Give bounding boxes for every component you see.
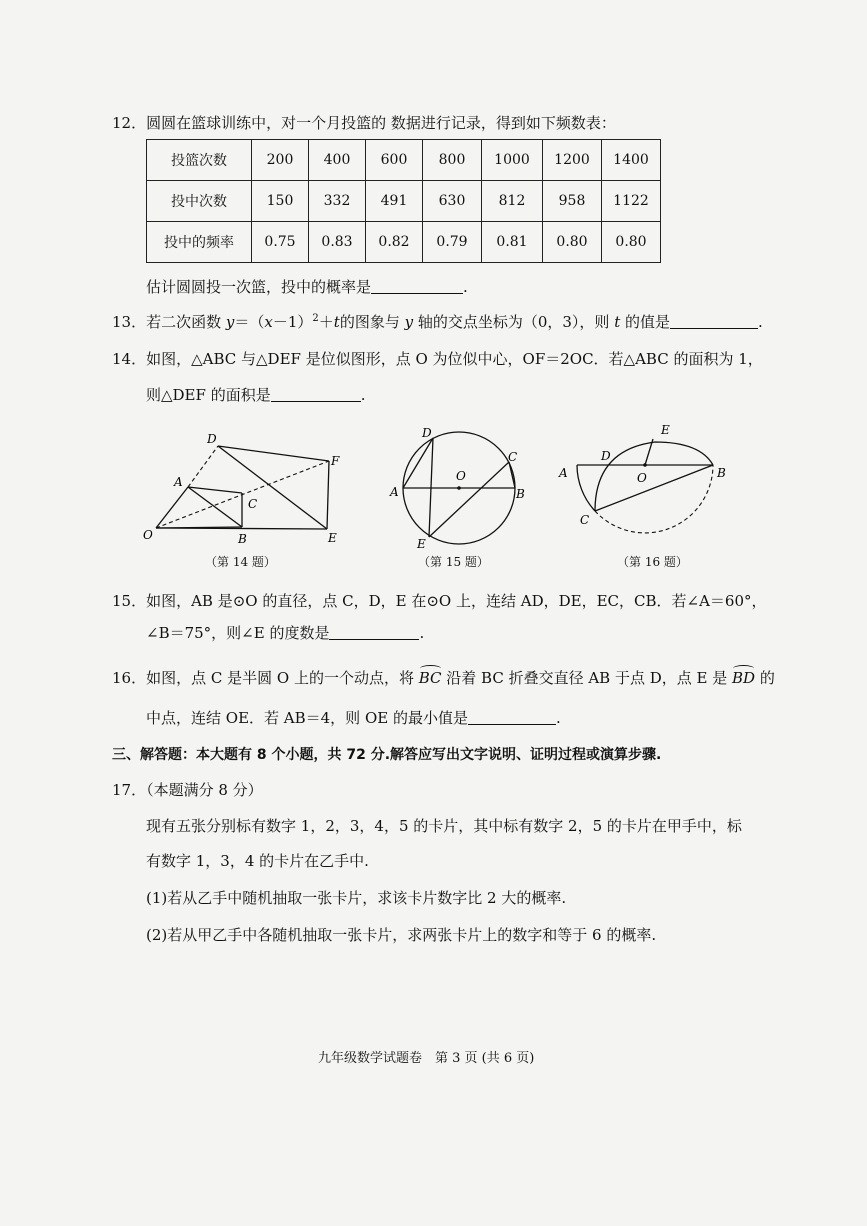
- f15-label-B: B: [516, 487, 525, 501]
- q13-line: [112, 311, 763, 332]
- q15-line1: [112, 590, 767, 611]
- seg-AC: [188, 487, 242, 493]
- f15-label-C: C: [508, 450, 518, 464]
- q14-text1: 如图，△ABC 与△DEF 是位似图形，点 O 为位似中心，OF＝2OC．若△ABC 的面积为 1，: [146, 350, 763, 368]
- page-footer: 九年级数学试题卷 第 3 页 (共 6 页): [318, 1051, 535, 1066]
- table-cell: 332: [309, 181, 366, 222]
- f14-label-C: C: [248, 497, 258, 511]
- q13-plus: ＋: [318, 313, 334, 331]
- q15-text2: ∠B＝75°，则∠E 的度数是: [146, 624, 330, 642]
- arc-bd-symbol: BD: [732, 669, 756, 687]
- q14-blank: [271, 387, 361, 402]
- seg-EC: [429, 462, 509, 537]
- caption-14: （第 14 题）: [205, 555, 276, 569]
- q12-after: 估计圆圆投一次篮，投中的概率是: [146, 278, 372, 296]
- q15-text1: 如图，AB 是⊙O 的直径，点 C，D，E 在⊙O 上，连结 AD，DE，EC，CB．若∠A＝60°，: [146, 592, 767, 610]
- q12-text: 圆圆在篮球训练中，对一个月投篮的 数据进行记录，得到如下频数表：: [146, 114, 616, 132]
- table-cell: 958: [543, 181, 602, 222]
- f16-label-C: C: [580, 513, 590, 527]
- q13-number: 13．: [112, 313, 147, 331]
- table-cell: 200: [252, 140, 309, 181]
- center-dot: [643, 463, 647, 467]
- q13-sup: 2: [312, 313, 319, 324]
- table-cell: 1000: [482, 140, 543, 181]
- table-cell: 1400: [602, 140, 661, 181]
- q12-blank: [371, 279, 463, 294]
- f15-label-O: O: [456, 469, 466, 483]
- q16-p1: 如图，点 C 是半圆 O 上的一个动点，将: [146, 669, 419, 687]
- table-cell: 600: [366, 140, 423, 181]
- table-cell: 1122: [602, 181, 661, 222]
- table-cell: 0.82: [366, 222, 423, 263]
- f16-label-A: A: [559, 466, 568, 480]
- q13-pre: 若二次函数: [146, 313, 226, 331]
- q13-tail: 的图象与: [339, 313, 405, 331]
- q16-number: 16．: [112, 669, 147, 687]
- q17-sub1: (1)若从乙手中随机抽取一张卡片，求该卡片数字比 2 大的概率.: [146, 889, 567, 907]
- q14-line1: [112, 348, 763, 369]
- q16-line1: [112, 667, 775, 688]
- seg-AB: [188, 487, 242, 527]
- f16-label-D: D: [601, 449, 611, 463]
- row-header-cell: 投篮次数: [147, 140, 252, 181]
- q17-score: （本题满分 8 分）: [146, 781, 263, 799]
- q13-x: x: [264, 313, 273, 331]
- f16-label-E: E: [661, 423, 670, 437]
- dashed-arc-CB: [595, 465, 713, 533]
- table-row: [147, 181, 661, 222]
- table-cell: 400: [309, 140, 366, 181]
- table-cell: 800: [423, 140, 482, 181]
- q16-blank: [468, 710, 556, 725]
- f16-label-O: O: [637, 471, 647, 485]
- table-cell: 0.80: [602, 222, 661, 263]
- q13-tail3: 的值是: [620, 313, 671, 331]
- q16-end: .: [555, 709, 561, 727]
- f14-label-D: D: [207, 432, 217, 446]
- table-cell: 150: [252, 181, 309, 222]
- q13-end: .: [758, 313, 763, 331]
- center-dot: [457, 486, 461, 490]
- q17-head: [112, 779, 263, 800]
- table-cell: 630: [423, 181, 482, 222]
- table-cell: 0.83: [309, 222, 366, 263]
- table-cell: 812: [482, 181, 543, 222]
- f14-label-B: B: [238, 532, 247, 546]
- q14-number: 14．: [112, 350, 147, 368]
- row-header-cell: 投中的频率: [147, 222, 252, 263]
- q17-line1: 现有五张分别标有数字 1，2，3，4，5 的卡片，其中标有数字 2，5 的卡片在甲手中，标: [146, 817, 742, 835]
- chord-BC: [595, 465, 713, 511]
- q15-number: 15．: [112, 592, 147, 610]
- q16-line2: [146, 707, 561, 728]
- q15-end: .: [419, 624, 425, 642]
- table-row: [147, 140, 661, 181]
- frequency-table: [146, 139, 661, 263]
- f14-label-A: A: [174, 475, 183, 489]
- q13-mid: ＝（: [234, 313, 265, 331]
- q12-number: 12．: [112, 114, 147, 132]
- f14-label-F: F: [331, 454, 340, 468]
- q12-line: [112, 112, 616, 133]
- q14-line2: [146, 384, 365, 405]
- figure-14: [130, 425, 360, 550]
- q12-end: .: [463, 278, 468, 296]
- f16-label-B: B: [717, 466, 726, 480]
- f15-label-E: E: [417, 537, 426, 551]
- q14-end: .: [360, 386, 366, 404]
- q17-sub2: (2)若从甲乙手中各随机抽取一张卡片，求两张卡片上的数字和等于 6 的概率.: [146, 926, 657, 944]
- f15-label-A: A: [390, 485, 399, 499]
- q15-line2: [146, 622, 424, 643]
- q13-t2: t: [614, 313, 621, 331]
- row-header-cell: 投中次数: [147, 181, 252, 222]
- q16-text2: 中点，连结 OE．若 AB＝4，则 OE 的最小值是: [146, 709, 468, 727]
- seg-AD: [403, 438, 433, 488]
- q13-blank: [670, 314, 758, 329]
- q17-number: 17．: [112, 781, 147, 799]
- q13-tail2: 轴的交点坐标为（0，3），则: [413, 313, 615, 331]
- table-cell: 1200: [543, 140, 602, 181]
- table-cell: 0.80: [543, 222, 602, 263]
- table-row: [147, 222, 661, 263]
- q13-yaxis: y: [404, 313, 414, 331]
- folded-arc-BD: [595, 442, 713, 511]
- figure-16: [550, 420, 740, 550]
- q13-rest: －1）: [272, 313, 313, 331]
- q15-blank: [329, 625, 419, 640]
- semicircle-arc-AC: [577, 465, 595, 511]
- caption-16: （第 16 题）: [617, 555, 688, 569]
- f15-label-D: D: [422, 426, 432, 440]
- q14-text2: 则△DEF 的面积是: [146, 386, 271, 404]
- table-cell: 0.81: [482, 222, 543, 263]
- caption-15: （第 15 题）: [418, 555, 489, 569]
- section-3-heading: 三、解答题：本大题有 8 个小题，共 72 分.解答应写出文字说明、证明过程或演算步骤.: [112, 747, 662, 763]
- arc-bc-symbol: BC: [418, 669, 442, 687]
- q16-p3: 的: [755, 669, 775, 687]
- q17-line2: 有数字 1，3，4 的卡片在乙手中.: [146, 852, 369, 870]
- q16-p2: 沿着 BC 折叠交直径 AB 于点 D，点 E 是: [441, 669, 733, 687]
- table-cell: 0.79: [423, 222, 482, 263]
- q12-answer-line: [146, 276, 468, 297]
- f14-label-O: O: [143, 528, 153, 542]
- f14-label-E: E: [328, 531, 337, 545]
- seg-FE: [327, 461, 329, 529]
- dash-AD: [188, 446, 218, 487]
- q13-t: t: [333, 313, 340, 331]
- table-cell: 491: [366, 181, 423, 222]
- table-cell: 0.75: [252, 222, 309, 263]
- figure-15: [385, 420, 535, 555]
- q13-y: y: [225, 313, 235, 331]
